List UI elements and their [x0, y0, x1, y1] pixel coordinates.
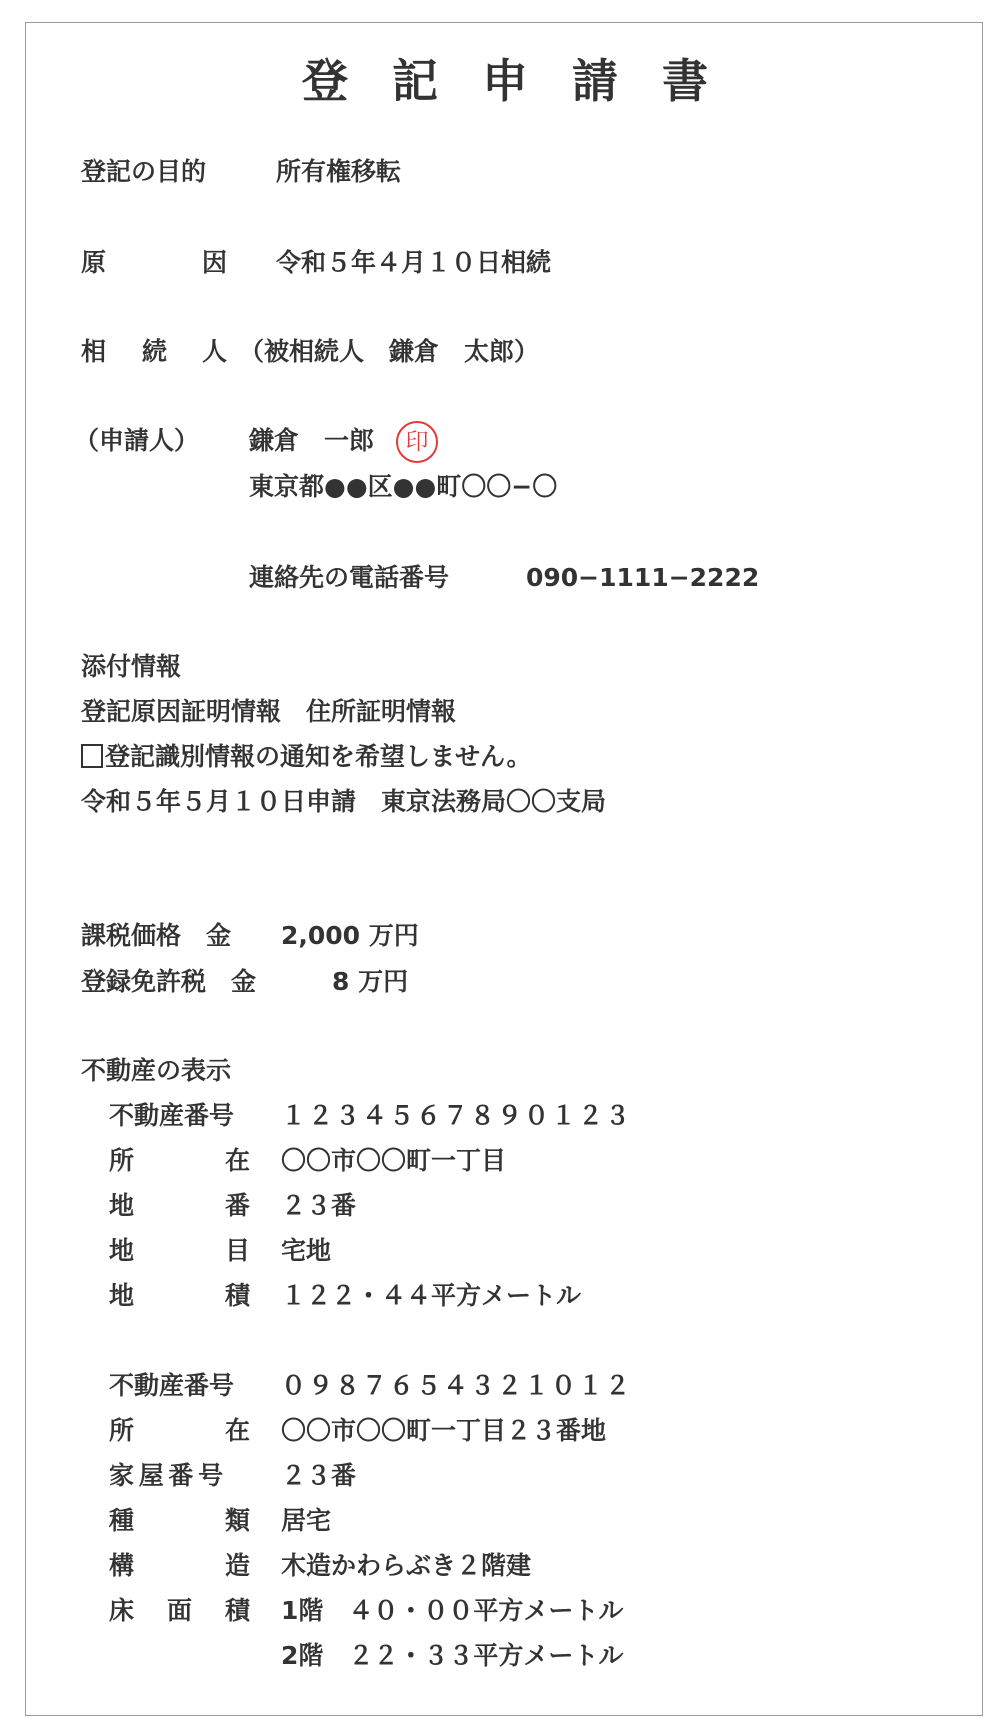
assessed-label: 課税価格 金 [81, 921, 232, 950]
heir-label-2: 続 [142, 337, 168, 366]
land-category: 宅地 [281, 1236, 332, 1265]
building-location-label-2: 在 [225, 1416, 251, 1445]
building-type-label-1: 種 [109, 1506, 135, 1535]
seal-stamp: 印 [396, 421, 438, 463]
land-number: １２３４５６７８９０１２３ [281, 1101, 633, 1130]
land-area-label-1: 地 [109, 1281, 135, 1310]
heir-label-1: 相 [81, 337, 107, 366]
phone-label: 連絡先の電話番号 [249, 563, 450, 592]
property-heading: 不動産の表示 [81, 1056, 232, 1085]
land-location: 〇〇市〇〇町一丁目 [281, 1146, 507, 1175]
license-tax-value: 8 万円 [332, 967, 409, 996]
cause-label-2: 因 [202, 248, 228, 277]
land-location-label-2: 在 [225, 1146, 251, 1175]
building-type: 居宅 [281, 1506, 332, 1535]
notice-text: 登記識別情報の通知を希望しません。 [105, 742, 532, 771]
page-title: 登記申請書 [302, 54, 752, 108]
application-line: 令和５年５月１０日申請 東京法務局〇〇支局 [81, 787, 607, 816]
land-category-label-2: 目 [225, 1236, 251, 1265]
land-lot-label-1: 地 [109, 1191, 135, 1220]
floor-area-2: 2階 ２２・３３平方メートル [281, 1641, 624, 1670]
building-type-label-2: 類 [225, 1506, 251, 1535]
license-tax-label: 登録免許税 金 [81, 967, 257, 996]
building-location: 〇〇市〇〇町一丁目２３番地 [281, 1416, 607, 1445]
heir-value: （被相続人 鎌倉 太郎） [239, 337, 540, 366]
floor-area-label-1: 床 [109, 1596, 135, 1625]
purpose-value: 所有権移転 [276, 157, 402, 186]
land-lot-label-2: 番 [225, 1191, 251, 1220]
floor-area-label-2: 面 [167, 1596, 193, 1625]
land-area: １２２・４４平方メートル [281, 1281, 582, 1310]
attachments-items: 登記原因証明情報 住所証明情報 [81, 697, 457, 726]
building-number: ０９８７６５４３２１０１２ [281, 1371, 633, 1400]
applicant-name: 鎌倉 一郎 [249, 426, 375, 455]
attachments-heading: 添付情報 [81, 652, 182, 681]
applicant-label: （申請人） [74, 426, 200, 455]
land-area-label-2: 積 [225, 1281, 251, 1310]
land-number-label: 不動産番号 [109, 1101, 235, 1130]
land-category-label-1: 地 [109, 1236, 135, 1265]
floor-area-label-3: 積 [225, 1596, 251, 1625]
heir-label-3: 人 [202, 337, 228, 366]
document-frame [25, 22, 983, 1716]
purpose-label: 登記の目的 [81, 157, 207, 186]
house-number-label: 家 屋 番 号 [109, 1461, 222, 1490]
notice-line [81, 741, 532, 773]
applicant-address: 東京都●●区●●町〇〇−〇 [249, 472, 558, 501]
phone-number: 090−1111−2222 [526, 563, 760, 592]
house-number: ２３番 [281, 1461, 357, 1490]
structure-label-1: 構 [109, 1551, 135, 1580]
assessed-value: 2,000 万円 [281, 921, 419, 950]
floor-area-1: 1階 ４０・００平方メートル [281, 1596, 624, 1625]
checkbox-icon[interactable] [81, 744, 103, 768]
building-location-label-1: 所 [109, 1416, 135, 1445]
cause-value: 令和５年４月１０日相続 [276, 248, 552, 277]
building-number-label: 不動産番号 [109, 1371, 235, 1400]
cause-label-1: 原 [81, 248, 107, 277]
structure: 木造かわらぶき２階建 [281, 1551, 532, 1580]
structure-label-2: 造 [225, 1551, 251, 1580]
land-lot: ２３番 [281, 1191, 357, 1220]
land-location-label-1: 所 [109, 1146, 135, 1175]
